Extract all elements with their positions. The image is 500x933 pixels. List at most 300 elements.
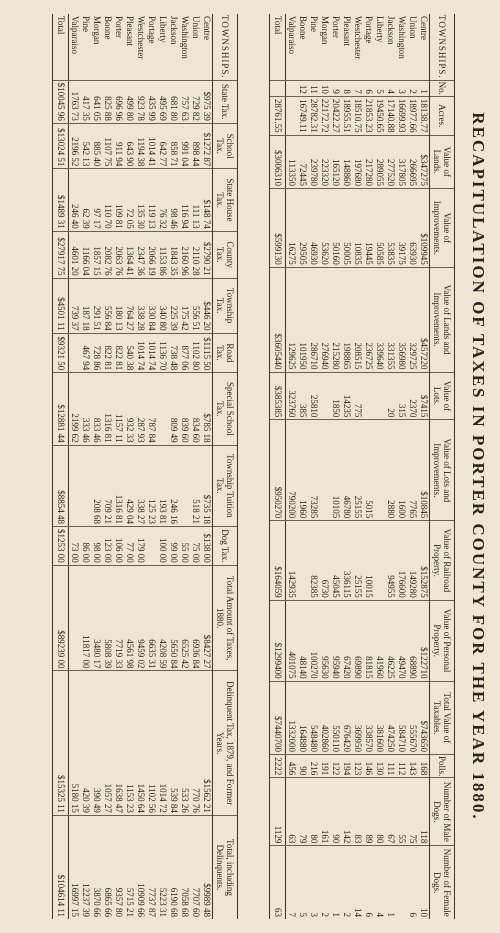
township-name-cell: Portage [364, 16, 374, 44]
value-cell: 16275 [286, 188, 298, 267]
value-cell: $9989 48 [201, 815, 213, 919]
value-cell: 923 78 [135, 80, 146, 123]
value-cell: 123 [352, 754, 363, 777]
value-cell: 642 77 [157, 123, 168, 169]
value-cell: 50160 [330, 188, 341, 267]
value-cell: 1850 [330, 372, 341, 420]
value-cell: 641 05 [91, 80, 102, 123]
value-cell: 877 06 [179, 333, 190, 373]
value-cell: $27917 75 [53, 231, 69, 278]
value-cell: 63 [270, 846, 286, 919]
value-cell: 12237 39 [80, 815, 91, 919]
column-header: Delinquent Tax, 1879, and Former Years. [213, 671, 238, 815]
value-cell: 809 49 [168, 373, 179, 445]
value-cell: 5 [374, 80, 385, 96]
value-cell: 329725 [407, 267, 418, 372]
value-cell: 556 84 [102, 278, 113, 333]
value-cell: 148860 [341, 135, 352, 188]
value-cell: $152875 [418, 521, 430, 600]
value-cell: 1 [385, 846, 396, 919]
value-cell: 643 90 [124, 123, 135, 169]
value-cell: 68890 [407, 600, 418, 681]
township-name-cell: Valparaiso [70, 16, 80, 54]
value-cell: 338 28 [135, 278, 146, 333]
value-cell: 100270 [308, 600, 319, 681]
value-cell: 5715 21 [124, 815, 135, 919]
value-cell: $3006310 [270, 135, 286, 188]
value-cell: 338 27 [135, 445, 146, 526]
value-cell: 76 32 [157, 169, 168, 231]
value-cell: 4 [374, 846, 385, 919]
value-cell: 1102 56 [146, 671, 157, 815]
value-cell: $2790 21 [201, 231, 213, 278]
value-cell: 90 [297, 754, 308, 777]
value-cell: 1014 74 [135, 333, 146, 373]
value-cell: 239780 [308, 135, 319, 188]
value-cell: 2347 36 [135, 231, 146, 278]
township-name-cell: Washington [397, 16, 407, 59]
value-cell: 122 [330, 754, 341, 777]
value-cell: 390 49 [91, 671, 102, 815]
table-row [91, 14, 102, 919]
value-cell: 225 39 [168, 278, 179, 333]
value-cell: 72445 [297, 135, 308, 188]
value-cell: 130 [374, 754, 385, 777]
value-cell: 323760 [286, 372, 298, 420]
value-cell: 10105 [330, 420, 341, 521]
value-cell: $109945 [418, 188, 430, 267]
township-name-cell: Centre [419, 16, 429, 40]
column-header: Dog Tax. [213, 527, 238, 566]
table-row [190, 14, 201, 919]
value-cell: 12 [297, 80, 308, 96]
value-cell: 339640 [374, 267, 385, 372]
value-cell: 932 33 [124, 373, 135, 445]
township-name-cell: Pleasant [125, 16, 135, 46]
value-cell: 9459 02 [135, 565, 146, 671]
value-cell: 69890 [352, 600, 363, 681]
table-row [385, 14, 396, 919]
township-name-cell: Washington [180, 16, 190, 59]
table-row [168, 14, 179, 919]
column-header: Value of Lands. [430, 135, 455, 188]
township-name-cell: Pine [81, 16, 91, 33]
value-cell: 116 94 [179, 169, 190, 231]
value-cell: 369950 [352, 681, 363, 754]
value-cell: 991 04 [179, 123, 190, 169]
table-header-row [213, 14, 238, 919]
value-cell: 5180 15 [69, 671, 81, 815]
table-row [113, 14, 124, 919]
value-cell: 28782.31 [308, 96, 319, 135]
value-cell: $89239 00 [53, 565, 69, 671]
value-cell: 55 [396, 778, 407, 846]
township-name-cell: Westchester [136, 16, 146, 60]
value-cell: 113350 [286, 135, 298, 188]
value-cell: 82385 [308, 521, 319, 600]
township-name-cell: Boone [103, 16, 113, 40]
value-cell: 1600 [396, 420, 407, 521]
value-cell: 216 [308, 754, 319, 777]
value-cell: 246 40 [69, 169, 81, 231]
value-cell: 97 17 [91, 169, 102, 231]
value-cell: 7719 33 [113, 565, 124, 671]
value-cell: 142935 [286, 521, 298, 600]
value-cell: 834 60 [190, 373, 201, 445]
value-cell: 550110 [330, 681, 341, 754]
township-name-cell: Morgan [92, 16, 102, 45]
tax-amounts-table [52, 14, 238, 919]
value-cell: 125 23 [146, 445, 157, 526]
column-header: Value of Lands and Improvements. [430, 267, 455, 372]
value-cell: $3605440 [270, 267, 286, 372]
value-cell: 474250 [385, 681, 396, 754]
township-name-cell: Union [408, 16, 418, 39]
value-cell: $7415 [418, 372, 430, 420]
value-cell: $8854 48 [53, 445, 69, 526]
value-cell: 770 76 [190, 671, 201, 815]
value-cell: 55 00 [179, 527, 190, 566]
value-cell: 75 00 [190, 527, 201, 566]
value-cell: 9 [330, 80, 341, 96]
value-cell: 738 48 [168, 333, 179, 373]
value-cell: 287 93 [135, 373, 146, 445]
value-cell: 1014 72 [157, 671, 168, 815]
value-cell: 2110 28 [190, 231, 201, 278]
value-cell: 119 13 [146, 169, 157, 231]
value-cell: 317805 [396, 135, 407, 188]
column-header: TOWNSHIPS. [213, 14, 238, 80]
table-row [341, 14, 352, 919]
value-cell: 73285 [308, 420, 319, 521]
township-name-cell: Boone [298, 16, 308, 40]
value-cell: 356980 [396, 267, 407, 372]
table-row [102, 14, 113, 919]
value-cell: 168 [418, 754, 430, 777]
value-cell: 50585 [374, 188, 385, 267]
value-cell: 839 60 [179, 373, 190, 445]
value-cell: 161 [319, 778, 330, 846]
value-cell: 111 13 [190, 169, 201, 231]
value-cell: 236725 [363, 267, 374, 372]
table-header-row [430, 14, 455, 919]
value-cell: 25810 [308, 372, 319, 420]
value-cell: 41960 [374, 600, 385, 681]
table-row [407, 14, 418, 919]
value-cell: 1843 35 [168, 231, 179, 278]
value-cell: 7707 60 [190, 815, 201, 919]
value-cell: 217280 [363, 135, 374, 188]
column-header: State Tax. [213, 80, 238, 123]
value-cell: 109 81 [113, 169, 124, 231]
value-cell [319, 372, 330, 420]
value-cell: 80 [308, 778, 319, 846]
value-cell: $457220 [418, 267, 430, 372]
township-name-cell: Jackson [169, 16, 179, 45]
value-cell: 456 [286, 754, 298, 777]
table-row [319, 14, 330, 919]
value-cell: 100 00 [157, 527, 168, 566]
table-row [297, 14, 308, 919]
value-cell: 10909 66 [135, 815, 146, 919]
township-name-cell: Morgan [320, 16, 330, 45]
value-cell: 90 [330, 778, 341, 846]
value-cell: 62 39 [80, 169, 91, 231]
value-cell: 429 04 [124, 445, 135, 526]
value-cell: 16699.93 [396, 96, 407, 135]
value-cell: 6635 31 [146, 565, 157, 671]
value-cell: 5223 31 [157, 815, 168, 919]
column-header: Value of Personal Property. [430, 600, 455, 681]
value-cell: 1129 [270, 778, 286, 846]
value-cell: 11 [308, 80, 319, 96]
value-cell: $735 18 [201, 445, 213, 526]
column-header: Township Tax. [213, 278, 238, 333]
value-cell: 4561 98 [124, 565, 135, 671]
value-cell: 49470 [396, 600, 407, 681]
value-cell: $12881 44 [53, 373, 69, 445]
value-cell: 6525 42 [179, 565, 190, 671]
value-cell: 194 [341, 754, 352, 777]
value-cell: 4601 20 [69, 231, 81, 278]
value-cell: 106 00 [113, 527, 124, 566]
column-header: Number of Male Dogs. [430, 778, 455, 846]
column-header: Acres. [430, 96, 455, 135]
value-cell: 286710 [308, 267, 319, 372]
value-cell: 709 21 [102, 445, 113, 526]
value-cell [286, 96, 298, 135]
value-cell: 1364 41 [124, 231, 135, 278]
value-cell: 28761.55 [270, 96, 286, 135]
value-cell: 3480 17 [91, 565, 102, 671]
value-cell: $164059 [270, 521, 286, 600]
value-cell: 135 30 [135, 169, 146, 231]
value-cell: 533 26 [179, 671, 190, 815]
total-row [53, 14, 69, 919]
value-cell: 542 13 [80, 123, 91, 169]
value-cell: 6730 [319, 521, 330, 600]
table-row [352, 14, 363, 919]
value-cell: 198865 [341, 267, 352, 372]
table-row [396, 14, 407, 919]
value-cell: $1115 50 [201, 333, 213, 373]
table-row [330, 14, 341, 919]
value-cell: 22172.72 [319, 96, 330, 135]
value-cell: 402860 [319, 681, 330, 754]
value-cell: 79 [297, 778, 308, 846]
value-cell: 25155 [352, 420, 363, 521]
value-cell: 180 13 [113, 278, 124, 333]
value-cell: 164880 [297, 681, 308, 754]
value-cell: 4 [385, 80, 396, 96]
value-cell: 1166 04 [80, 231, 91, 278]
value-cell: 266695 [407, 135, 418, 188]
value-cell: $1253 00 [53, 527, 69, 566]
column-header: Township Tuition Tax. [213, 445, 238, 526]
property-valuation-table [269, 14, 455, 919]
column-header: Special School Tax. [213, 373, 238, 445]
value-cell: 277520 [385, 135, 396, 188]
value-cell: 6 [363, 846, 374, 919]
value-cell: 5650 84 [168, 565, 179, 671]
value-cell: 2 [407, 80, 418, 96]
value-cell: 1014 74 [146, 333, 157, 373]
value-cell: 123 00 [102, 527, 113, 566]
value-cell: 208515 [352, 267, 363, 372]
value-cell: 858 71 [168, 123, 179, 169]
value-cell: 1 [330, 846, 341, 919]
value-cell: 72 05 [124, 169, 135, 231]
value-cell: 63930 [407, 188, 418, 267]
value-cell: $15325 11 [53, 671, 69, 815]
column-header: Number of Female Dogs. [430, 846, 455, 919]
value-cell: $1272 87 [201, 123, 213, 169]
value-cell [286, 80, 298, 96]
value-cell: $1562 21 [201, 671, 213, 815]
value-cell: 6936 84 [190, 565, 201, 671]
value-cell: 193 81 [157, 445, 168, 526]
value-cell: $4501 11 [53, 278, 69, 333]
value-cell: 825 88 [102, 80, 113, 123]
value-cell: 1057 27 [102, 671, 113, 815]
value-cell: 1014 41 [146, 123, 157, 169]
value-cell: 499 80 [124, 80, 135, 123]
value-cell: 16997 15 [69, 815, 81, 919]
value-cell: 29505 [297, 188, 308, 267]
column-header: Total Amount of Taxes, 1880. [213, 565, 238, 671]
township-name-cell: Centre [202, 16, 212, 40]
value-cell: 45045 [330, 521, 341, 600]
value-cell: 2199 62 [69, 373, 81, 445]
value-cell: 4208 59 [157, 565, 168, 671]
value-cell: 112 [396, 754, 407, 777]
value-cell: 885 40 [91, 123, 102, 169]
value-cell: 289055 [374, 135, 385, 188]
table-row [308, 14, 319, 919]
value-cell: 676420 [341, 681, 352, 754]
column-header: Value of Lots and Improvements. [430, 420, 455, 521]
column-header: Value of Lots. [430, 372, 455, 420]
value-cell: 401075 [286, 600, 298, 681]
value-cell: 467 94 [80, 333, 91, 373]
column-header: Value of Railroad Property. [430, 521, 455, 600]
value-cell: 333 46 [80, 373, 91, 445]
value-cell: 18977.66 [407, 96, 418, 135]
value-cell: 50005 [341, 188, 352, 267]
value-cell: 330 84 [146, 278, 157, 333]
value-cell: 7765 [407, 420, 418, 521]
value-cell [297, 521, 308, 600]
value-cell: 5015 [363, 420, 374, 521]
page-title: RECAPITULATION OF TAXES IN PORTER COUNTY FOR THE YEAR 1880. [469, 112, 488, 821]
value-cell: 7737 87 [146, 815, 157, 919]
value-cell: 555670 [407, 681, 418, 754]
value-cell: 1332000 [286, 681, 298, 754]
value-cell: 111 [385, 754, 396, 777]
value-cell: 1763 73 [69, 80, 81, 123]
value-cell: 540 38 [124, 333, 135, 373]
value-cell: 149280 [407, 521, 418, 600]
value-cell: 911 94 [113, 123, 124, 169]
value-cell: 175 42 [179, 278, 190, 333]
table-row [157, 14, 168, 919]
table-row [363, 14, 374, 919]
value-cell: $743650 [418, 681, 430, 754]
value-cell [157, 373, 168, 445]
value-cell [69, 565, 81, 671]
value-cell: 2082 76 [102, 231, 113, 278]
column-header: Total Value of Taxables. [430, 681, 455, 754]
value-cell: $975 39 [201, 80, 213, 123]
township-name-cell: Pleasant [342, 16, 352, 46]
table-row [179, 14, 190, 919]
value-cell: 775 [352, 372, 363, 420]
column-header: Value of Improvements. [430, 188, 455, 267]
value-cell: 2222 [270, 754, 286, 777]
township-name-cell: Portage [147, 16, 157, 44]
value-cell: 146 [363, 754, 374, 777]
value-cell: 18510.75 [352, 96, 363, 135]
township-name-cell: Porter [114, 16, 124, 38]
value-cell: 5 [297, 846, 308, 919]
value-cell: 898 44 [190, 123, 201, 169]
value-cell: 6 [363, 80, 374, 96]
township-name-cell: Total [53, 14, 69, 80]
value-cell: $13024 51 [53, 123, 69, 169]
value-cell: 1857 15 [91, 231, 102, 278]
value-cell: 197680 [352, 135, 363, 188]
value-cell [363, 372, 374, 420]
value-cell: 556 51 [190, 278, 201, 333]
value-cell [80, 445, 91, 526]
value-cell: $148 74 [201, 169, 213, 231]
column-header: No. [430, 80, 455, 96]
value-cell: 83 [352, 778, 363, 846]
value-cell: 73 00 [69, 527, 81, 566]
value-cell: 6190 68 [168, 815, 179, 919]
column-header: County Tax. [213, 231, 238, 278]
value-cell [69, 445, 81, 526]
value-cell: 129625 [286, 267, 298, 372]
value-cell: 208 68 [91, 445, 102, 526]
township-name-cell: Total [270, 14, 286, 80]
value-cell: 110 70 [102, 169, 113, 231]
value-cell [319, 420, 330, 521]
value-cell: 2063 76 [113, 231, 124, 278]
value-cell: 21853.23 [363, 96, 374, 135]
value-cell: 681 80 [168, 80, 179, 123]
total-row [270, 14, 286, 919]
value-cell: $385385 [270, 372, 286, 420]
value-cell: 95940 [330, 600, 341, 681]
value-cell: $446 20 [201, 278, 213, 333]
value-cell: 142 [341, 778, 352, 846]
value-cell: 1157 11 [113, 373, 124, 445]
value-cell: $1299400 [270, 600, 286, 681]
value-cell: $950270 [270, 420, 286, 521]
value-cell: 75 [407, 778, 418, 846]
value-cell: 1316 81 [102, 373, 113, 445]
value-cell [179, 445, 190, 526]
value-cell: 764 27 [124, 278, 135, 333]
table-row [418, 14, 430, 919]
value-cell: 89 [363, 778, 374, 846]
table-row [80, 14, 91, 919]
value-cell: 14235 [341, 372, 352, 420]
value-cell: $7440700 [270, 681, 286, 754]
value-cell: 19450.65 [374, 96, 385, 135]
value-cell: 46225 [385, 600, 396, 681]
